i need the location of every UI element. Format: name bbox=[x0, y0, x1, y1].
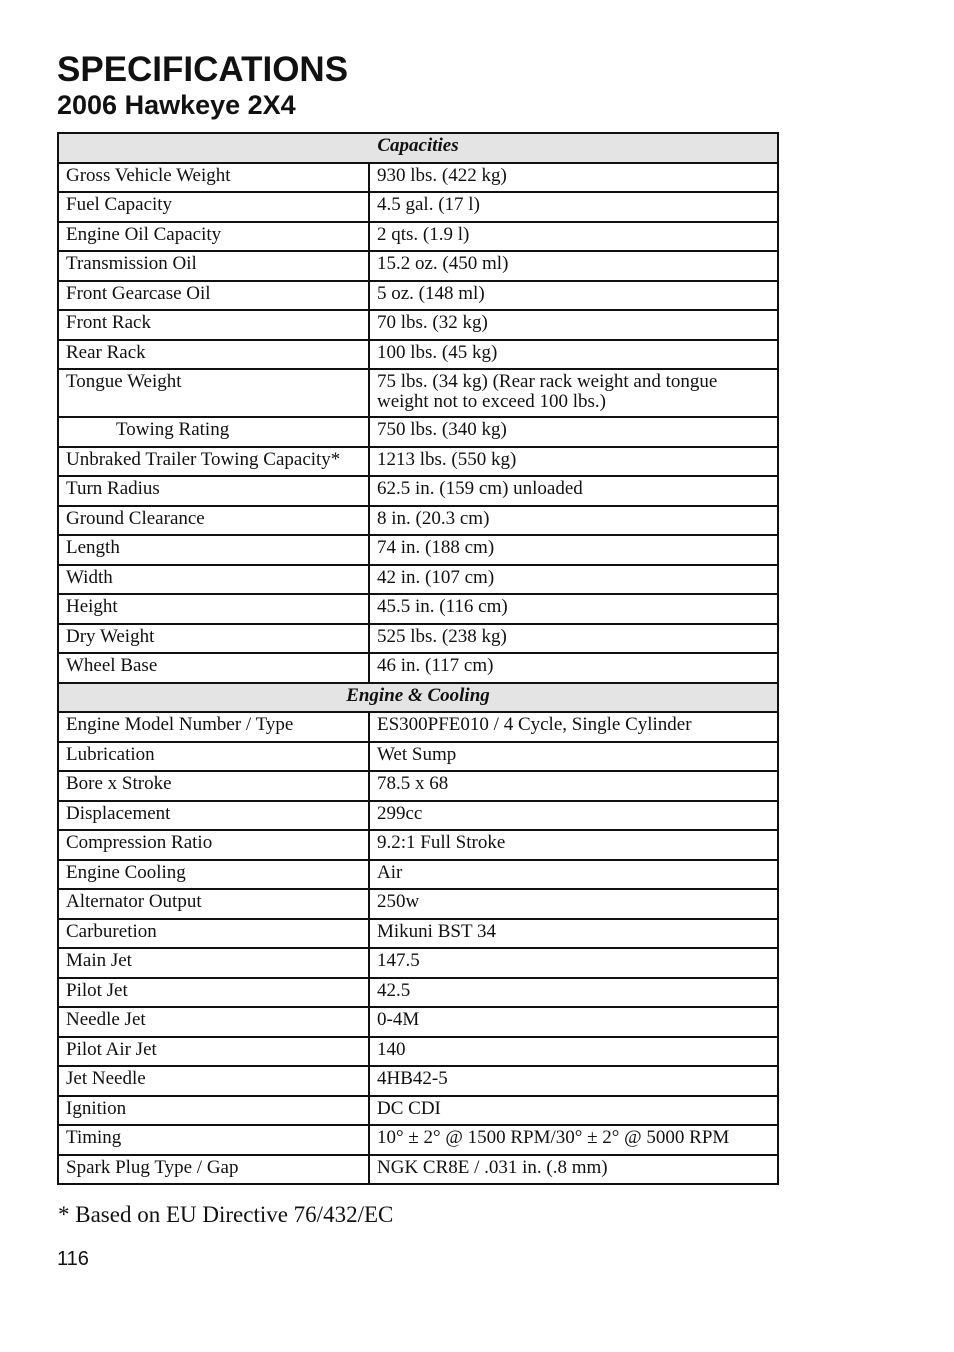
table-row bbox=[58, 369, 778, 417]
table-row bbox=[58, 310, 778, 340]
section-header-engine-cooling bbox=[58, 683, 778, 713]
spec-value: 750 lbs. (340 kg) bbox=[369, 417, 778, 447]
table-row bbox=[58, 506, 778, 536]
table-row bbox=[58, 860, 778, 890]
table-row bbox=[58, 653, 778, 683]
spec-value: DC CDI bbox=[369, 1096, 778, 1126]
table-row bbox=[58, 417, 778, 447]
spec-label: Pilot Jet bbox=[58, 978, 369, 1008]
spec-label: Height bbox=[58, 594, 369, 624]
spec-label: Ignition bbox=[58, 1096, 369, 1126]
table-row bbox=[58, 1096, 778, 1126]
spec-label: Spark Plug Type / Gap bbox=[58, 1155, 369, 1185]
table-row bbox=[58, 222, 778, 252]
table-row bbox=[58, 1037, 778, 1067]
spec-label: Dry Weight bbox=[58, 624, 369, 654]
spec-value: 42 in. (107 cm) bbox=[369, 565, 778, 595]
table-row bbox=[58, 594, 778, 624]
spec-value: 4.5 gal. (17 l) bbox=[369, 192, 778, 222]
spec-label: Front Gearcase Oil bbox=[58, 281, 369, 311]
table-row bbox=[58, 624, 778, 654]
spec-label: Front Rack bbox=[58, 310, 369, 340]
page-number: 116 bbox=[57, 1248, 89, 1270]
spec-label: Displacement bbox=[58, 801, 369, 831]
spec-label: Transmission Oil bbox=[58, 251, 369, 281]
table-row bbox=[58, 919, 778, 949]
spec-label: Needle Jet bbox=[58, 1007, 369, 1037]
section-title: Capacities bbox=[58, 133, 778, 163]
footnote: * Based on EU Directive 76/432/EC bbox=[58, 1202, 394, 1227]
spec-value: 5 oz. (148 ml) bbox=[369, 281, 778, 311]
spec-label: Pilot Air Jet bbox=[58, 1037, 369, 1067]
spec-value: 0-4M bbox=[369, 1007, 778, 1037]
spec-value: 8 in. (20.3 cm) bbox=[369, 506, 778, 536]
spec-value: 2 qts. (1.9 l) bbox=[369, 222, 778, 252]
spec-label: Compression Ratio bbox=[58, 830, 369, 860]
specifications-table bbox=[57, 132, 779, 1185]
spec-label: Jet Needle bbox=[58, 1066, 369, 1096]
table-row bbox=[58, 801, 778, 831]
spec-label: Rear Rack bbox=[58, 340, 369, 370]
spec-label: Main Jet bbox=[58, 948, 369, 978]
table-row bbox=[58, 447, 778, 477]
spec-value: NGK CR8E / .031 in. (.8 mm) bbox=[369, 1155, 778, 1185]
spec-value: ES300PFE010 / 4 Cycle, Single Cylinder bbox=[369, 712, 778, 742]
table-row bbox=[58, 340, 778, 370]
spec-label: Width bbox=[58, 565, 369, 595]
spec-label: Alternator Output bbox=[58, 889, 369, 919]
table-row bbox=[58, 476, 778, 506]
table-row bbox=[58, 948, 778, 978]
table-row bbox=[58, 535, 778, 565]
spec-value: 15.2 oz. (450 ml) bbox=[369, 251, 778, 281]
spec-label: Turn Radius bbox=[58, 476, 369, 506]
spec-value: 147.5 bbox=[369, 948, 778, 978]
table-row bbox=[58, 251, 778, 281]
model-subtitle: 2006 Hawkeye 2X4 bbox=[57, 90, 296, 120]
spec-label: Length bbox=[58, 535, 369, 565]
table-row bbox=[58, 281, 778, 311]
table-row bbox=[58, 192, 778, 222]
table-row bbox=[58, 889, 778, 919]
spec-value: 100 lbs. (45 kg) bbox=[369, 340, 778, 370]
spec-value: Air bbox=[369, 860, 778, 890]
spec-value: 140 bbox=[369, 1037, 778, 1067]
page-title: SPECIFICATIONS bbox=[57, 50, 349, 89]
table-row bbox=[58, 742, 778, 772]
spec-label: Tongue Weight bbox=[58, 369, 369, 417]
spec-value: 525 lbs. (238 kg) bbox=[369, 624, 778, 654]
spec-value: 45.5 in. (116 cm) bbox=[369, 594, 778, 624]
spec-label: Bore x Stroke bbox=[58, 771, 369, 801]
table-row bbox=[58, 1125, 778, 1155]
spec-value: 70 lbs. (32 kg) bbox=[369, 310, 778, 340]
spec-value: 46 in. (117 cm) bbox=[369, 653, 778, 683]
spec-label: Timing bbox=[58, 1125, 369, 1155]
spec-value: 4HB42-5 bbox=[369, 1066, 778, 1096]
spec-value: 1213 lbs. (550 kg) bbox=[369, 447, 778, 477]
spec-value: 10° ± 2° @ 1500 RPM/30° ± 2° @ 5000 RPM bbox=[369, 1125, 778, 1155]
table-row bbox=[58, 1155, 778, 1185]
spec-label: Carburetion bbox=[58, 919, 369, 949]
spec-value: 42.5 bbox=[369, 978, 778, 1008]
spec-label: Fuel Capacity bbox=[58, 192, 369, 222]
table-row bbox=[58, 771, 778, 801]
spec-label: Gross Vehicle Weight bbox=[58, 163, 369, 193]
table-row bbox=[58, 1007, 778, 1037]
spec-label: Unbraked Trailer Towing Capacity* bbox=[58, 447, 369, 477]
section-title: Engine & Cooling bbox=[58, 683, 778, 713]
table-row bbox=[58, 565, 778, 595]
table-row bbox=[58, 978, 778, 1008]
spec-value: 62.5 in. (159 cm) unloaded bbox=[369, 476, 778, 506]
table-row bbox=[58, 830, 778, 860]
table-row bbox=[58, 712, 778, 742]
spec-value: 930 lbs. (422 kg) bbox=[369, 163, 778, 193]
spec-label: Wheel Base bbox=[58, 653, 369, 683]
spec-value: Mikuni BST 34 bbox=[369, 919, 778, 949]
spec-label: Lubrication bbox=[58, 742, 369, 772]
spec-label: Ground Clearance bbox=[58, 506, 369, 536]
spec-label: Engine Model Number / Type bbox=[58, 712, 369, 742]
spec-value: 299cc bbox=[369, 801, 778, 831]
spec-value: 78.5 x 68 bbox=[369, 771, 778, 801]
spec-value: 74 in. (188 cm) bbox=[369, 535, 778, 565]
spec-value: Wet Sump bbox=[369, 742, 778, 772]
spec-label: Towing Rating bbox=[58, 417, 369, 447]
section-header-capacities bbox=[58, 133, 778, 163]
spec-label: Engine Cooling bbox=[58, 860, 369, 890]
table-row bbox=[58, 163, 778, 193]
spec-label: Engine Oil Capacity bbox=[58, 222, 369, 252]
spec-value: 75 lbs. (34 kg) (Rear rack weight and tongue weight not to exceed 100 lbs.) bbox=[369, 369, 778, 417]
spec-value: 250w bbox=[369, 889, 778, 919]
table-row bbox=[58, 1066, 778, 1096]
spec-value: 9.2:1 Full Stroke bbox=[369, 830, 778, 860]
